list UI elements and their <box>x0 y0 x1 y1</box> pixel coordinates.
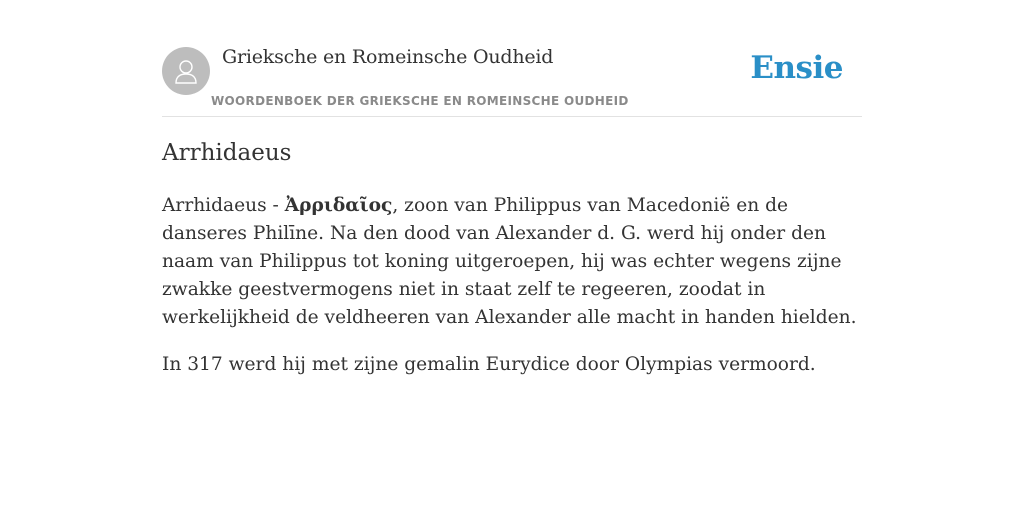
avatar[interactable] <box>162 47 210 95</box>
entry-lead: Arrhidaeus - <box>162 195 285 216</box>
user-icon <box>172 57 200 85</box>
page <box>162 0 862 375</box>
source-header <box>162 0 862 117</box>
source-title[interactable]: Grieksche en Romeinsche Oudheid <box>222 46 554 68</box>
paragraph <box>162 192 862 332</box>
greek-term: Ἀρριδαῖος <box>284 195 393 216</box>
entry-title: Arrhidaeus <box>162 140 292 166</box>
entry-body <box>162 192 862 398</box>
source-subtitle: WOORDENBOEK DER GRIEKSCHE EN ROMEINSCHE OUDHEID <box>211 94 629 108</box>
paragraph: In 317 werd hij met zijne gemalin Eurydice door Olympias vermoord. <box>162 354 816 375</box>
entry-text: , zoon van Philippus van Macedonië en de danseres Philīne. Na den dood van Alexander d. G. werd hij onder den naam van Philippus tot koning uitgeroepen, hij was echter wegens zijne zwakke geestvermogens niet in staat zelf te regeeren, zoodat in werkelijkheid de veldheeren van Alexander alle macht in handen hielden. <box>162 195 857 328</box>
brand-logo[interactable]: Ensie <box>750 50 843 86</box>
